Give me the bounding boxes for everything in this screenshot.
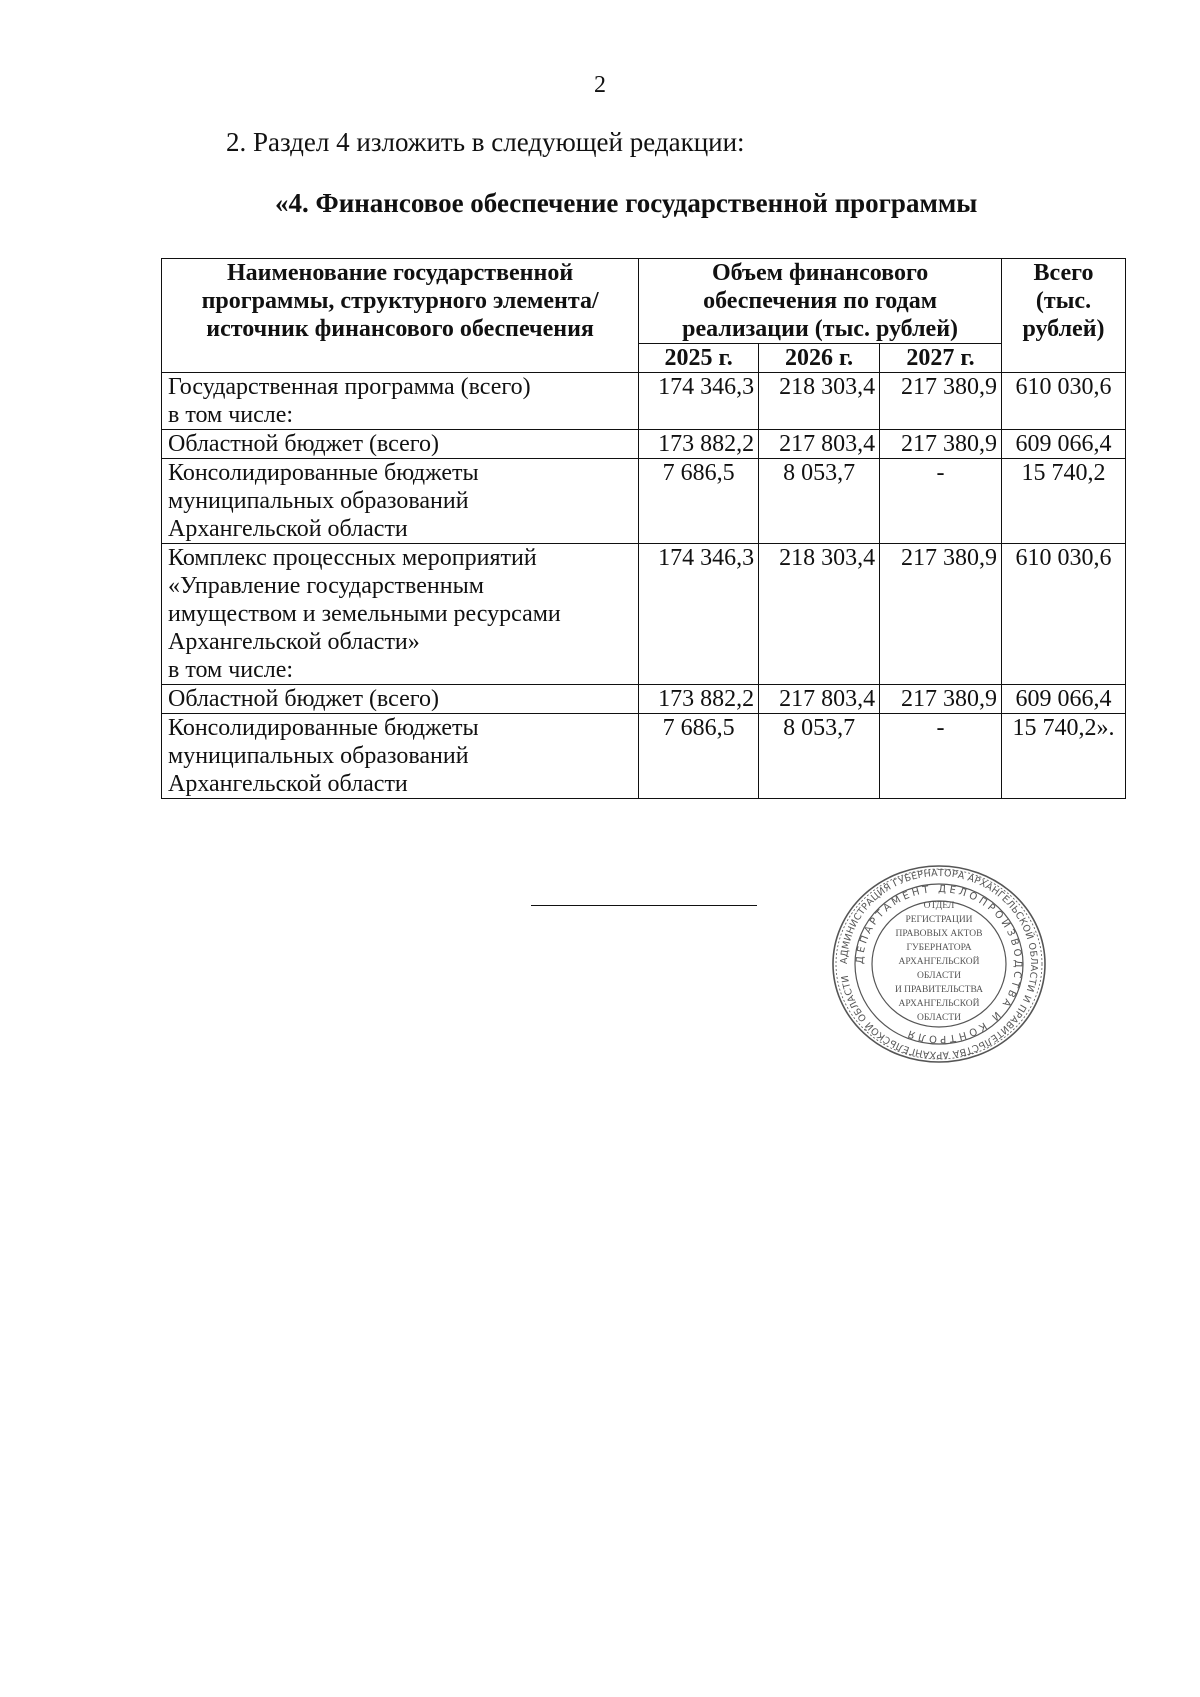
row-name-line: Государственная программа (всего): [168, 374, 531, 400]
official-seal: [826, 864, 1052, 1064]
financing-table: [161, 258, 1126, 799]
row-name-line: Областной бюджет (всего): [168, 431, 439, 457]
section-title: «4. Финансовое обеспечение государственной программы: [275, 188, 978, 218]
row-name-cell: [162, 459, 639, 544]
seal-outer-text: АДМИНИСТРАЦИЯ ГУБЕРНАТОРА АРХАНГЕЛЬСКОЙ ОБЛАСТИ И ПРАВИТЕЛЬСТВА АРХАНГЕЛЬСКОЙ ОБЛАСТИ: [838, 867, 1040, 1061]
row-name-line: Комплекс процессных мероприятий: [168, 545, 537, 571]
seal-center-line: ПРАВОВЫХ АКТОВ: [895, 929, 983, 939]
signature-rule: [531, 905, 757, 906]
row-value-2026: 8 053,7: [759, 714, 880, 799]
row-value-2027: -: [880, 459, 1002, 544]
row-value-2026: 8 053,7: [759, 459, 880, 544]
seal-center-line: ОБЛАСТИ: [917, 1013, 961, 1023]
row-name-line: Областной бюджет (всего): [168, 686, 439, 712]
row-total: 610 030,6: [1002, 373, 1126, 430]
row-total: 15 740,2».: [1002, 714, 1126, 799]
header-year-2025: 2025 г.: [639, 344, 759, 373]
row-name-cell: [162, 373, 639, 430]
header-year-2027: 2027 г.: [880, 344, 1002, 373]
header-volume: Объем финансового обеспечения по годам реализации (тыс. рублей): [639, 259, 1002, 344]
row-value-2025: 173 882,2: [639, 685, 759, 714]
header-year-2026: 2026 г.: [759, 344, 880, 373]
row-name-line: Консолидированные бюджеты: [168, 715, 479, 741]
row-value-2026: 217 803,4: [759, 685, 880, 714]
row-value-2026: 217 803,4: [759, 430, 880, 459]
row-name-line: имуществом и земельными ресурсами: [168, 601, 561, 627]
table-row: [162, 373, 1126, 430]
row-value-2027: 217 380,9: [880, 685, 1002, 714]
header-row: [162, 259, 1126, 344]
header-total: Всего (тыс. рублей): [1002, 259, 1126, 373]
table-body: [162, 373, 1126, 799]
seal-center-line: ГУБЕРНАТОРА: [906, 943, 972, 953]
table-row: [162, 430, 1126, 459]
row-value-2025: 173 882,2: [639, 430, 759, 459]
table-row: [162, 685, 1126, 714]
instruction-text: 2. Раздел 4 изложить в следующей редакции:: [226, 127, 745, 157]
row-total: 609 066,4: [1002, 430, 1126, 459]
row-name-cell: [162, 714, 639, 799]
table-row: [162, 544, 1126, 685]
row-value-2027: 217 380,9: [880, 430, 1002, 459]
row-name-line: Архангельской области: [168, 771, 408, 797]
row-value-2026: 218 303,4: [759, 373, 880, 430]
row-value-2025: 174 346,3: [639, 373, 759, 430]
row-name-cell: [162, 430, 639, 459]
row-name-cell: [162, 544, 639, 685]
row-name-line: Архангельской области: [168, 516, 408, 542]
seal-ring-text: ДЕПАРТАМЕНТ ДЕЛОПРОИЗВОДСТВА И КОНТРОЛЯ: [854, 883, 1024, 1045]
row-value-2025: 7 686,5: [639, 459, 759, 544]
row-value-2027: -: [880, 714, 1002, 799]
row-total: 610 030,6: [1002, 544, 1126, 685]
row-name-line: муниципальных образований: [168, 488, 469, 514]
row-total: 609 066,4: [1002, 685, 1126, 714]
row-value-2025: 174 346,3: [639, 544, 759, 685]
row-name-cell: [162, 685, 639, 714]
table-row: [162, 459, 1126, 544]
row-value-2027: 217 380,9: [880, 544, 1002, 685]
row-name-line: в том числе:: [168, 657, 294, 683]
page-number: 2: [594, 72, 606, 98]
row-value-2025: 7 686,5: [639, 714, 759, 799]
seal-center-line: АРХАНГЕЛЬСКОЙ: [898, 999, 980, 1009]
row-value-2027: 217 380,9: [880, 373, 1002, 430]
row-name-line: муниципальных образований: [168, 743, 469, 769]
table-row: [162, 714, 1126, 799]
row-name-line: Архангельской области»: [168, 629, 420, 655]
row-name-line: в том числе:: [168, 402, 294, 428]
seal-center-line: РЕГИСТРАЦИИ: [905, 915, 973, 925]
row-name-line: Консолидированные бюджеты: [168, 460, 479, 486]
row-value-2026: 218 303,4: [759, 544, 880, 685]
row-name-line: «Управление государственным: [168, 573, 484, 599]
seal-center-line: АРХАНГЕЛЬСКОЙ: [898, 957, 980, 967]
seal-center-line: ОБЛАСТИ: [917, 971, 961, 981]
header-name: Наименование государственной программы, структурного элемента/ источник финансового обеспечения: [162, 259, 639, 373]
row-total: 15 740,2: [1002, 459, 1126, 544]
seal-center-line: И ПРАВИТЕЛЬСТВА: [894, 985, 984, 995]
seal-center-line: ОТДЕЛ: [923, 901, 955, 911]
